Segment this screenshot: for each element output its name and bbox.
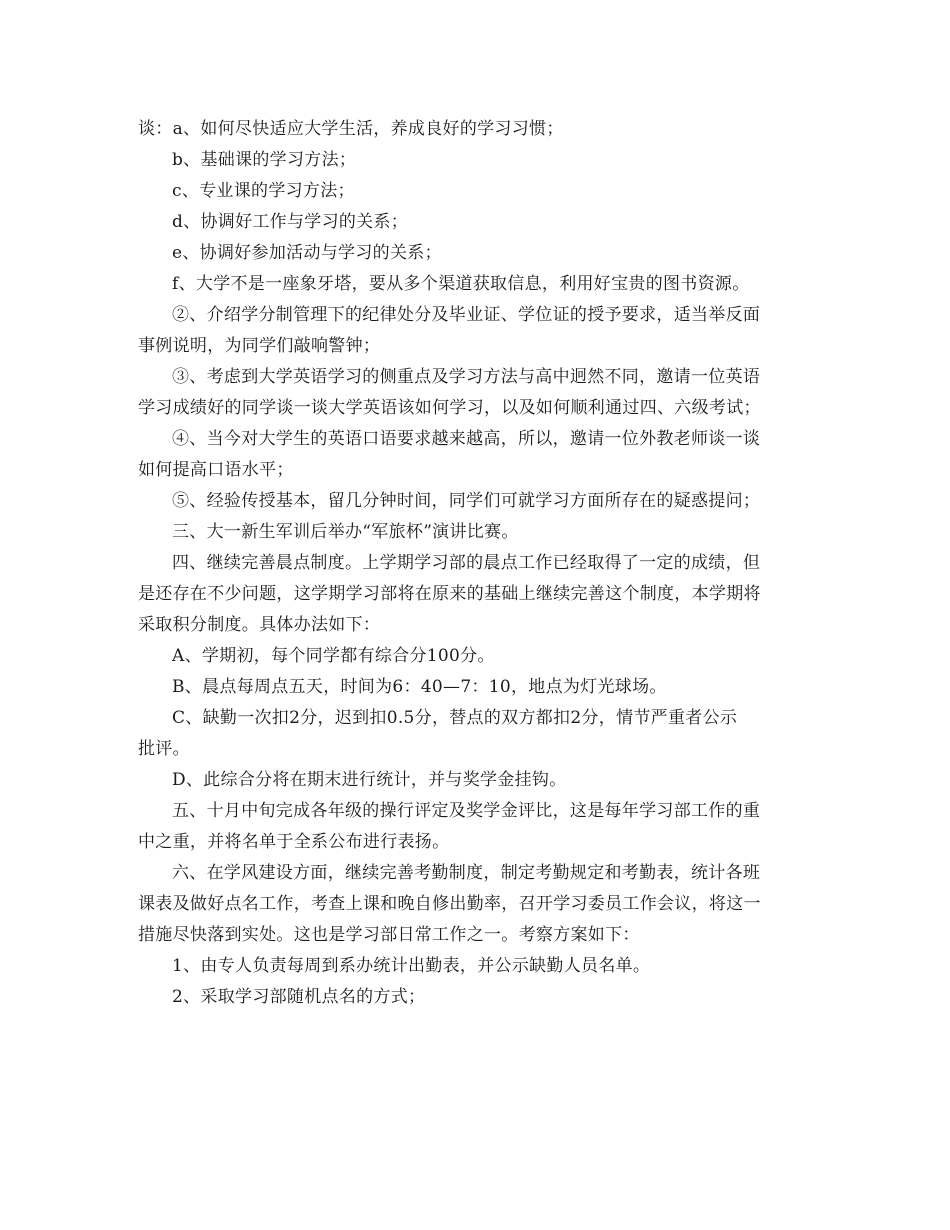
- paragraph-line: 批评。: [138, 739, 190, 759]
- paragraph-line: 谈：a、如何尽快适应大学生活，养成良好的学习习惯；: [138, 119, 564, 139]
- paragraph-line: f、大学不是一座象牙塔，要从多个渠道获取信息，利用好宝贵的图书资源。: [172, 274, 750, 294]
- paragraph-line: e、协调好参加活动与学习的关系；: [172, 243, 442, 263]
- paragraph-line: 三、大一新生军训后举办“军旅杯”演讲比赛。: [172, 522, 519, 542]
- paragraph-line: 如何提高口语水平；: [138, 460, 294, 480]
- paragraph-line: D、此综合分将在期末进行统计，并与奖学金挂钩。: [172, 770, 567, 790]
- paragraph-line: 课表及做好点名工作，考查上课和晚自修出勤率，召开学习委员工作会议，将这一: [138, 894, 761, 914]
- paragraph-line: ④、当今对大学生的英语口语要求越来越高，所以，邀请一位外教老师谈一谈: [172, 429, 761, 449]
- paragraph-line: 事例说明，为同学们敲响警钟；: [138, 336, 381, 356]
- paragraph-line: 是还存在不少问题，这学期学习部将在原来的基础上继续完善这个制度，本学期将: [138, 584, 761, 604]
- paragraph-line: A、学期初，每个同学都有综合分100分。: [172, 646, 495, 666]
- paragraph-line: 2、采取学习部随机点名的方式；: [172, 987, 426, 1007]
- paragraph-line: 采取积分制度。具体办法如下：: [138, 615, 381, 635]
- paragraph-line: ②、介绍学分制管理下的纪律处分及毕业证、学位证的授予要求，适当举反面: [172, 305, 761, 325]
- paragraph-line: C、缺勤一次扣2分，迟到扣0.5分，替点的双方都扣2分，情节严重者公示: [172, 708, 738, 728]
- paragraph-line: d、协调好工作与学习的关系；: [172, 212, 409, 232]
- paragraph-line: 六、在学风建设方面，继续完善考勤制度，制定考勤规定和考勤表，统计各班: [172, 863, 761, 883]
- paragraph-line: 四、继续完善晨点制度。上学期学习部的晨点工作已经取得了一定的成绩，但: [172, 553, 761, 573]
- paragraph-line: 措施尽快落到实处。这也是学习部日常工作之一。考察方案如下：: [138, 925, 640, 945]
- paragraph-line: 学习成绩好的同学谈一谈大学英语该如何学习，以及如何顺利通过四、六级考试；: [138, 398, 761, 418]
- paragraph-line: c、专业课的学习方法；: [172, 181, 355, 201]
- paragraph-line: 五、十月中旬完成各年级的操行评定及奖学金评比，这是每年学习部工作的重: [172, 801, 761, 821]
- paragraph-line: ⑤、经验传授基本，留几分钟时间，同学们可就学习方面所存在的疑惑提问；: [172, 491, 761, 511]
- paragraph-line: 中之重，并将名单于全系公布进行表扬。: [138, 832, 450, 852]
- document-body: [138, 114, 818, 1013]
- paragraph-line: 1、由专人负责每周到系办统计出勤表，并公示缺勤人员名单。: [172, 956, 651, 976]
- paragraph-line: ③、考虑到大学英语学习的侧重点及学习方法与高中迥然不同，邀请一位英语: [172, 367, 761, 387]
- paragraph-line: b、基础课的学习方法；: [172, 150, 357, 170]
- paragraph-line: B、晨点每周点五天，时间为6：40—7：10，地点为灯光球场。: [172, 677, 667, 697]
